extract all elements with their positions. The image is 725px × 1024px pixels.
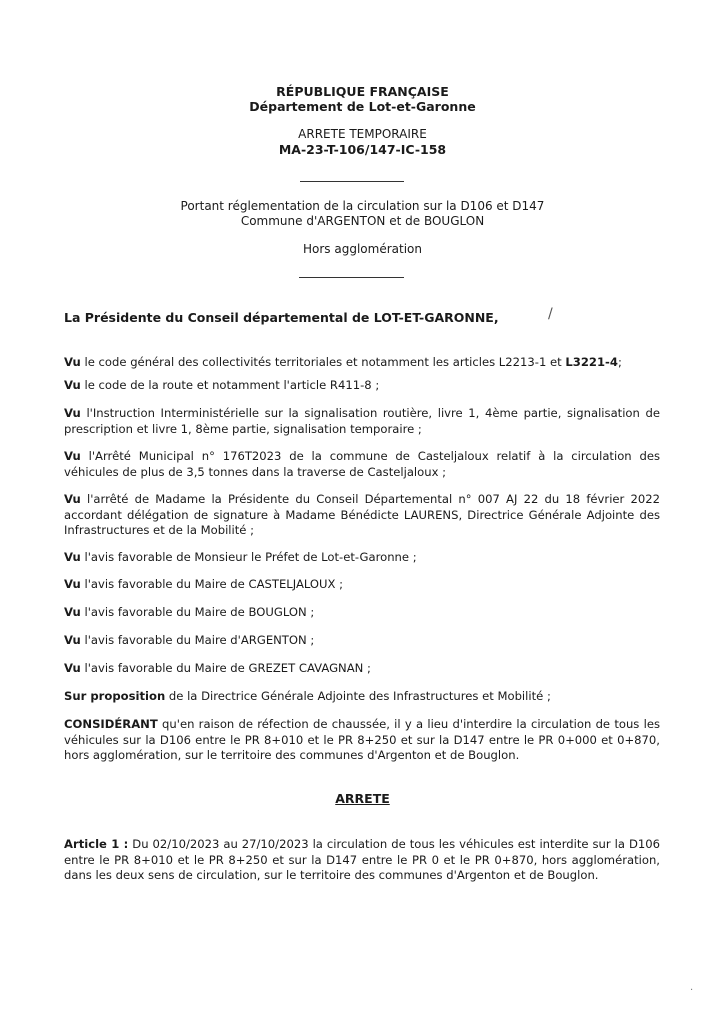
- divider-top: [300, 181, 404, 182]
- vu-paragraph: Vu l'Arrêté Municipal n° 176T2023 de la commune de Casteljaloux relatif à la circulation des véhicules de plus de 3,5 tonnes dans la traverse de Casteljaloux ;: [64, 449, 660, 479]
- location-note: Hors agglomération: [303, 242, 422, 256]
- vu-lead: Vu: [64, 633, 81, 647]
- vu-lead: Vu: [64, 605, 81, 619]
- republic-heading: RÉPUBLIQUE FRANÇAISE: [276, 84, 449, 99]
- vu-lead: Vu: [64, 492, 81, 506]
- vu-paragraph: Vu le code général des collectivités territoriales et notamment les articles L2213-1 et L3221-4;: [64, 355, 622, 369]
- considerant-paragraph: CONSIDÉRANT qu'en raison de réfection de chaussée, il y a lieu d'interdire la circulation de tous les véhicules sur la D106 entre le PR 8+010 et le PR 8+250 et sur la D147 entre le PR 0+000 et 0+870, hors agglomération, sur le territoire des communes d'Argenton et de Bouglon.: [64, 717, 660, 763]
- vu-lead: Vu: [64, 449, 81, 463]
- subject-line-2: Commune d'ARGENTON et de BOUGLON: [240, 214, 485, 228]
- doc-type: ARRETE TEMPORAIRE: [298, 127, 427, 141]
- vu-lead: Vu: [64, 355, 81, 369]
- presidente-title: La Présidente du Conseil départemental de LOT-ET-GARONNE,: [64, 310, 499, 325]
- vu-lead: Vu: [64, 378, 81, 392]
- vu-paragraph: Vu l'Instruction Interministérielle sur la signalisation routière, livre 1, 4ème partie, signalisation de prescription et livre 1, 8ème partie, signalisation temporaire ;: [64, 406, 660, 436]
- vu-paragraph: Vu l'avis favorable du Maire de BOUGLON ;: [64, 605, 315, 619]
- vu-paragraph: Vu l'avis favorable du Maire d'ARGENTON ;: [64, 633, 315, 647]
- vu-paragraph: Vu l'avis favorable de Monsieur le Préfet de Lot-et-Garonne ;: [64, 550, 417, 564]
- vu-lead: Vu: [64, 577, 81, 591]
- divider-bottom: [299, 277, 404, 278]
- margin-mark: /: [548, 306, 553, 322]
- vu-paragraph: Vu l'arrêté de Madame la Présidente du Conseil Départemental n° 007 AJ 22 du 18 février 2022 accordant délégation de signature à Madame Bénédicte LAURENS, Directrice Générale Adjointe des Infrastructures et de la Mobilité ;: [64, 492, 660, 538]
- subject-line-1: Portant réglementation de la circulation sur la D106 et D147: [180, 199, 545, 213]
- proposition-paragraph: Sur proposition de la Directrice Générale Adjointe des Infrastructures et Mobilité ;: [64, 689, 551, 703]
- scan-speck: ·: [690, 985, 694, 996]
- vu-paragraph: Vu l'avis favorable du Maire de CASTELJALOUX ;: [64, 577, 344, 591]
- arrete-heading: ARRETE: [335, 791, 390, 806]
- vu-paragraph: Vu le code de la route et notamment l'article R411-8 ;: [64, 378, 380, 392]
- vu-paragraph: Vu l'avis favorable du Maire de GREZET CAVAGNAN ;: [64, 661, 371, 675]
- department-heading: Département de Lot-et-Garonne: [249, 99, 476, 114]
- article-1-paragraph: Article 1 : Du 02/10/2023 au 27/10/2023 la circulation de tous les véhicules est interdite sur la D106 entre le PR 8+010 et le PR 8+250 et sur la D147 entre le PR 0 et le PR 0+870, hors agglomération, dans les deux sens de circulation, sur le territoire des communes d'Argenton et de Bouglon.: [64, 837, 660, 883]
- reference-number: MA-23-T-106/147-IC-158: [278, 142, 447, 157]
- vu-lead: Vu: [64, 661, 81, 675]
- vu-lead: Vu: [64, 550, 81, 564]
- vu-lead: Vu: [64, 406, 81, 420]
